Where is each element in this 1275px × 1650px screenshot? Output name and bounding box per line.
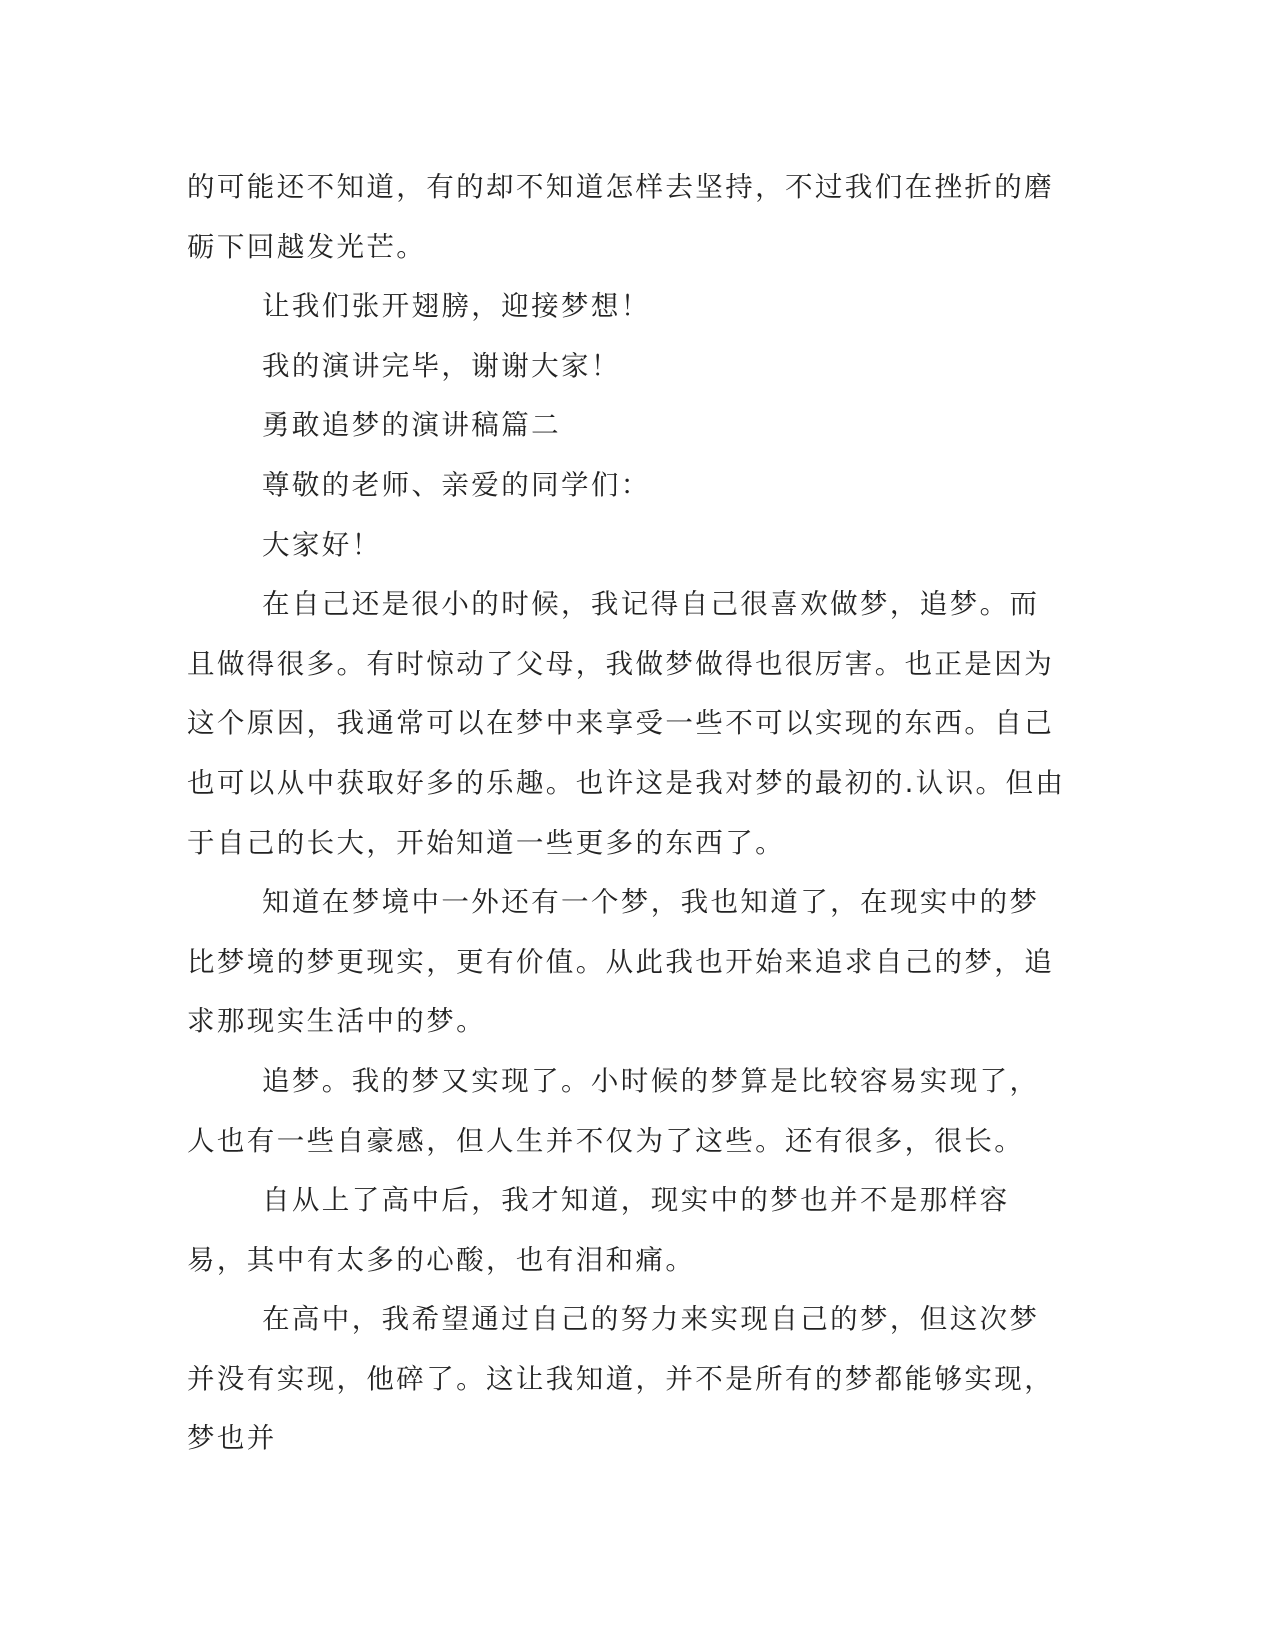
paragraph: 自从上了高中后，我才知道，现实中的梦也并不是那样容易，其中有太多的心酸，也有泪和痛。 bbox=[187, 1184, 1010, 1276]
paragraph: 在高中，我希望通过自己的努力来实现自己的梦，但这次梦并没有实现，他碎了。这让我知道，并不是所有的梦都能够实现，梦也并 bbox=[187, 1303, 1055, 1455]
paragraph: 让我们张开翅膀，迎接梦想！ bbox=[262, 290, 651, 323]
paragraph: 我的演讲完毕，谢谢大家！ bbox=[262, 349, 621, 382]
section-heading: 勇敢追梦的演讲稿篇二 bbox=[262, 409, 561, 442]
document-body bbox=[187, 158, 1067, 1469]
salutation: 尊敬的老师、亲爱的同学们： bbox=[262, 468, 651, 501]
paragraph: 知道在梦境中一外还有一个梦，我也知道了，在现实中的梦比梦境的梦更现实，更有价值。从此我也开始来追求自己的梦，追求那现实生活中的梦。 bbox=[187, 886, 1055, 1038]
paragraph: 的可能还不知道，有的却不知道怎样去坚持，不过我们在挫折的磨砺下回越发光芒。 bbox=[187, 171, 1055, 263]
greeting: 大家好！ bbox=[262, 528, 382, 561]
paragraph: 在自己还是很小的时候，我记得自己很喜欢做梦，追梦。而且做得很多。有时惊动了父母，我做梦做得也很厉害。也正是因为这个原因，我通常可以在梦中来享受一些不可以实现的东西。自己也可以从中获取好多的乐趣。也许这是我对梦的最初的.认识。但由于自己的长大，开始知道一些更多的东西了。 bbox=[187, 588, 1066, 859]
paragraph: 追梦。我的梦又实现了。小时候的梦算是比较容易实现了，人也有一些自豪感，但人生并不仅为了这些。还有很多，很长。 bbox=[187, 1064, 1040, 1157]
